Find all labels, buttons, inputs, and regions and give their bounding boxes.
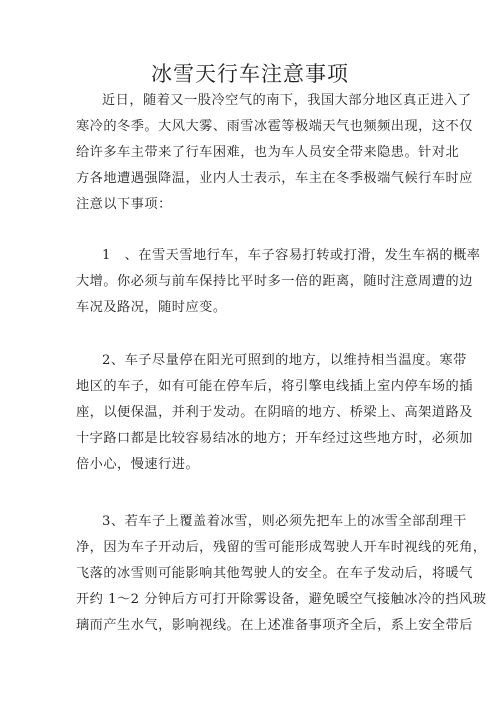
paragraph-1-line-1: 近日，随着又一股冷空气的南下，我国大部分地区真正进入了	[102, 93, 472, 108]
paragraph-4-line-4: 开约 1～2 分钟后方可打开除雾设备，避免暖空气接触冰冷的挡风玻	[76, 592, 487, 607]
paragraph-3-line-5: 倍小心，慢速行进。	[76, 457, 200, 472]
document-title: 冰雪天行车注意事项	[151, 62, 349, 86]
paragraph-4-line-3: 飞落的冰雪则可能影响其他驾驶人的安全。在车子发动后，将暖气	[76, 566, 473, 581]
paragraph-1-line-5: 注意以下事项：	[76, 197, 172, 212]
paragraph-4-line-5: 璃而产生水气，影响视线。在上述准备事项齐全后，系上安全带后	[76, 618, 473, 633]
paragraph-3-line-2: 地区的车子，如有可能在停车后，将引擎电线插上室内停车场的插	[76, 379, 473, 394]
paragraph-3-line-3: 座，以便保温，并利于发动。在阴暗的地方、桥梁上、高架道路及	[76, 405, 473, 420]
paragraph-3-line-1: 2、车子尽量停在阳光可照到的地方，以维持相当温度。寒带	[102, 353, 467, 368]
paragraph-1-line-3: 给许多车主带来了行车困难，也为车人员安全带来隐患。针对北	[76, 145, 460, 160]
paragraph-1-line-4: 方各地遭遇强降温，业内人士表示，车主在冬季极端气候行车时应	[76, 171, 473, 186]
paragraph-2-line-3: 车况及路况，随时应变。	[76, 300, 227, 315]
paragraph-2-line-1: 1 、在雪天雪地行车，车子容易打转或打滑，发生车祸的概率	[102, 248, 481, 263]
paragraph-4-line-2: 净，因为车子开动后，残留的雪可能形成驾驶人开车时视线的死角，	[76, 540, 487, 555]
paragraph-3-line-4: 十字路口都是比较容易结冰的地方；开车经过这些地方时，必须加	[76, 431, 473, 446]
paragraph-4-line-1: 3、若车子上覆盖着冰雪，则必须先把车上的冰雪全部刮理干	[102, 514, 467, 529]
paragraph-1-line-2: 寒冷的冬季。大风大雾、雨雪冰雹等极端天气也频频出现，这不仅	[76, 119, 473, 134]
paragraph-2-line-2: 大增。你必须与前车保持比平时多一倍的距离，随时注意周遭的边	[76, 274, 473, 289]
